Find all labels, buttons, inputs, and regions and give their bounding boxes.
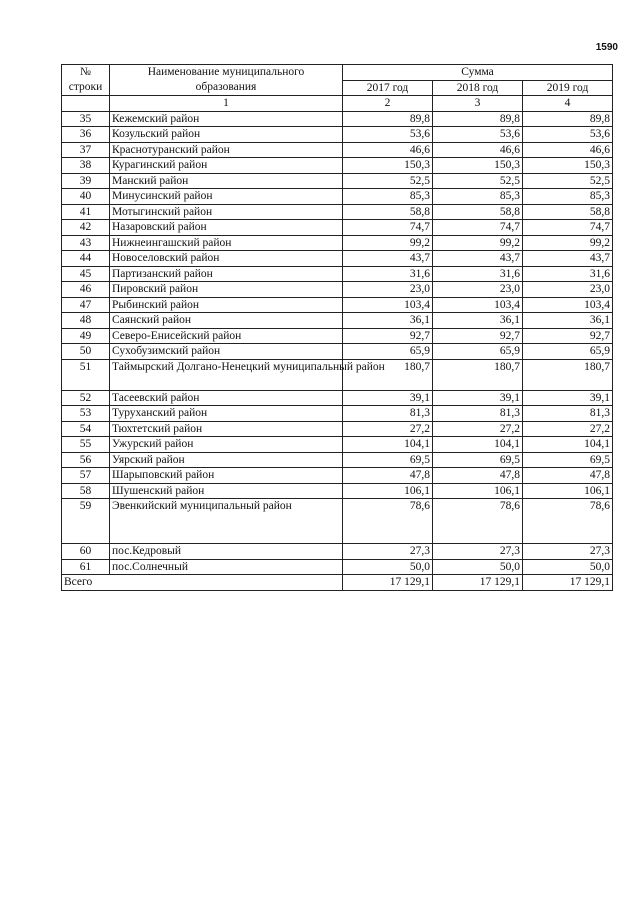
row-number: 47 (62, 297, 110, 313)
table-row (62, 406, 613, 422)
sum-2019: 99,2 (523, 235, 613, 251)
sum-2019: 78,6 (523, 499, 613, 544)
sum-2017: 46,6 (343, 142, 433, 158)
municipality-name: Туруханский район (110, 406, 343, 422)
municipality-name: Рыбинский район (110, 297, 343, 313)
page-number: 1590 (595, 42, 618, 53)
row-number: 45 (62, 266, 110, 282)
row-number-header-line1: № (80, 66, 91, 78)
sum-2018: 78,6 (433, 499, 523, 544)
row-number: 38 (62, 158, 110, 174)
sum-2018: 103,4 (433, 297, 523, 313)
sum-2018: 52,5 (433, 173, 523, 189)
sum-2018: 58,8 (433, 204, 523, 220)
sum-2019: 36,1 (523, 313, 613, 329)
table-row (62, 297, 613, 313)
column-number-3: 3 (433, 96, 523, 112)
table-row (62, 204, 613, 220)
sum-2017: 180,7 (343, 359, 433, 390)
table-row (62, 452, 613, 468)
sum-2019: 31,6 (523, 266, 613, 282)
sum-2018: 23,0 (433, 282, 523, 298)
sum-2019: 50,0 (523, 559, 613, 575)
table-row (62, 359, 613, 390)
sum-2018: 46,6 (433, 142, 523, 158)
total-2017: 17 129,1 (343, 575, 433, 591)
year-header-2018: 2018 год (433, 80, 523, 96)
row-number: 43 (62, 235, 110, 251)
table-row (62, 158, 613, 174)
row-number: 46 (62, 282, 110, 298)
row-number: 41 (62, 204, 110, 220)
column-number-2: 2 (343, 96, 433, 112)
municipality-name: Курагинский район (110, 158, 343, 174)
sum-2018: 74,7 (433, 220, 523, 236)
sum-2018: 36,1 (433, 313, 523, 329)
sum-2019: 103,4 (523, 297, 613, 313)
sum-2017: 106,1 (343, 483, 433, 499)
sum-2017: 89,8 (343, 111, 433, 127)
row-number: 57 (62, 468, 110, 484)
table-row (62, 390, 613, 406)
sum-2019: 69,5 (523, 452, 613, 468)
municipality-name: Саянский район (110, 313, 343, 329)
total-row (62, 575, 613, 591)
municipality-name: Кежемский район (110, 111, 343, 127)
name-header-line2: образования (195, 80, 257, 93)
sum-2019: 39,1 (523, 390, 613, 406)
municipality-name: Тасеевский район (110, 390, 343, 406)
sum-2018: 39,1 (433, 390, 523, 406)
sum-2018: 85,3 (433, 189, 523, 205)
total-label: Всего (62, 575, 343, 591)
name-header (110, 65, 343, 96)
table-row (62, 344, 613, 360)
sum-2018: 43,7 (433, 251, 523, 267)
row-number: 44 (62, 251, 110, 267)
total-2019: 17 129,1 (523, 575, 613, 591)
sum-2019: 58,8 (523, 204, 613, 220)
table-row (62, 266, 613, 282)
row-number: 52 (62, 390, 110, 406)
row-number: 40 (62, 189, 110, 205)
sum-2019: 65,9 (523, 344, 613, 360)
row-number: 42 (62, 220, 110, 236)
municipality-name: Ужурский район (110, 437, 343, 453)
sum-2019: 150,3 (523, 158, 613, 174)
municipality-name: Таймырский Долгано-Ненецкий муниципальный район (110, 359, 343, 390)
table-row (62, 499, 613, 544)
municipality-name: Мотыгинский район (110, 204, 343, 220)
sum-2019: 81,3 (523, 406, 613, 422)
municipality-name: Нижнеингашский район (110, 235, 343, 251)
municipality-name: Манский район (110, 173, 343, 189)
name-header-line1: Наименование муниципального (147, 66, 305, 78)
sum-2017: 103,4 (343, 297, 433, 313)
sum-2018: 150,3 (433, 158, 523, 174)
year-header-2019: 2019 год (523, 80, 613, 96)
sum-2019: 23,0 (523, 282, 613, 298)
sum-2017: 27,3 (343, 544, 433, 560)
municipality-name: Шушенский район (110, 483, 343, 499)
row-number: 49 (62, 328, 110, 344)
table-row (62, 313, 613, 329)
row-number: 55 (62, 437, 110, 453)
table-row (62, 173, 613, 189)
sum-2018: 47,8 (433, 468, 523, 484)
sum-2017: 52,5 (343, 173, 433, 189)
sum-2018: 69,5 (433, 452, 523, 468)
sum-2018: 53,6 (433, 127, 523, 143)
row-number: 37 (62, 142, 110, 158)
table-row (62, 544, 613, 560)
sum-2019: 46,6 (523, 142, 613, 158)
sum-2017: 43,7 (343, 251, 433, 267)
table-row (62, 235, 613, 251)
row-number: 61 (62, 559, 110, 575)
table-row (62, 142, 613, 158)
row-number-header (62, 65, 110, 96)
municipality-name: Северо-Енисейский район (110, 328, 343, 344)
sum-2019: 89,8 (523, 111, 613, 127)
sum-2018: 104,1 (433, 437, 523, 453)
sum-2019: 27,2 (523, 421, 613, 437)
sum-2019: 180,7 (523, 359, 613, 390)
municipality-name: Партизанский район (110, 266, 343, 282)
municipality-name: Минусинский район (110, 189, 343, 205)
row-number: 51 (62, 359, 110, 390)
municipality-name: Сухобузимский район (110, 344, 343, 360)
sum-2019: 74,7 (523, 220, 613, 236)
table-row (62, 189, 613, 205)
table-row (62, 251, 613, 267)
header-row-1 (62, 65, 613, 81)
year-header-2017: 2017 год (343, 80, 433, 96)
municipality-name: Шарыповский район (110, 468, 343, 484)
row-number: 36 (62, 127, 110, 143)
row-number: 50 (62, 344, 110, 360)
sum-2019: 27,3 (523, 544, 613, 560)
sum-2017: 150,3 (343, 158, 433, 174)
budget-table (61, 64, 613, 591)
sum-2018: 106,1 (433, 483, 523, 499)
row-number: 54 (62, 421, 110, 437)
municipality-name: пос.Солнечный (110, 559, 343, 575)
sum-2018: 50,0 (433, 559, 523, 575)
table-row (62, 282, 613, 298)
table-row (62, 483, 613, 499)
sum-2019: 53,6 (523, 127, 613, 143)
column-number-4: 4 (523, 96, 613, 112)
sum-2017: 65,9 (343, 344, 433, 360)
sum-2017: 31,6 (343, 266, 433, 282)
sum-2017: 85,3 (343, 189, 433, 205)
sum-2017: 47,8 (343, 468, 433, 484)
municipality-name: Эвенкийский муниципальный район (110, 499, 343, 544)
sum-2017: 92,7 (343, 328, 433, 344)
sum-header: Сумма (343, 65, 613, 81)
column-number-empty (62, 96, 110, 112)
sum-2018: 89,8 (433, 111, 523, 127)
sum-2017: 50,0 (343, 559, 433, 575)
municipality-name: Краснотуранский район (110, 142, 343, 158)
table-row (62, 111, 613, 127)
row-number: 53 (62, 406, 110, 422)
sum-2019: 52,5 (523, 173, 613, 189)
table-row (62, 127, 613, 143)
sum-2018: 81,3 (433, 406, 523, 422)
sum-2019: 104,1 (523, 437, 613, 453)
table-row (62, 468, 613, 484)
sum-2017: 23,0 (343, 282, 433, 298)
row-number: 48 (62, 313, 110, 329)
sum-2018: 92,7 (433, 328, 523, 344)
column-number-row (62, 96, 613, 112)
row-number: 39 (62, 173, 110, 189)
table-row (62, 437, 613, 453)
sum-2018: 99,2 (433, 235, 523, 251)
table-row (62, 220, 613, 236)
sum-2017: 78,6 (343, 499, 433, 544)
table-row (62, 328, 613, 344)
sum-2017: 69,5 (343, 452, 433, 468)
sum-2018: 27,3 (433, 544, 523, 560)
sum-2017: 99,2 (343, 235, 433, 251)
sum-2017: 58,8 (343, 204, 433, 220)
sum-2019: 47,8 (523, 468, 613, 484)
sum-2017: 74,7 (343, 220, 433, 236)
row-number: 35 (62, 111, 110, 127)
sum-2019: 43,7 (523, 251, 613, 267)
sum-2017: 53,6 (343, 127, 433, 143)
row-number: 60 (62, 544, 110, 560)
sum-2019: 92,7 (523, 328, 613, 344)
sum-2019: 106,1 (523, 483, 613, 499)
sum-2017: 81,3 (343, 406, 433, 422)
sum-2017: 27,2 (343, 421, 433, 437)
sum-2017: 104,1 (343, 437, 433, 453)
sum-2018: 27,2 (433, 421, 523, 437)
municipality-name: пос.Кедровый (110, 544, 343, 560)
table-row (62, 559, 613, 575)
sum-2018: 65,9 (433, 344, 523, 360)
municipality-name: Тюхтетский район (110, 421, 343, 437)
sum-2019: 85,3 (523, 189, 613, 205)
sum-2018: 31,6 (433, 266, 523, 282)
municipality-name: Козульский район (110, 127, 343, 143)
municipality-name: Пировский район (110, 282, 343, 298)
row-number: 56 (62, 452, 110, 468)
sum-2017: 39,1 (343, 390, 433, 406)
total-2018: 17 129,1 (433, 575, 523, 591)
row-number: 58 (62, 483, 110, 499)
row-number: 59 (62, 499, 110, 544)
sum-2017: 36,1 (343, 313, 433, 329)
municipality-name: Новоселовский район (110, 251, 343, 267)
municipality-name: Уярский район (110, 452, 343, 468)
table-row (62, 421, 613, 437)
row-number-header-line2: строки (68, 80, 103, 93)
sum-2018: 180,7 (433, 359, 523, 390)
column-number-1: 1 (110, 96, 343, 112)
municipality-name: Назаровский район (110, 220, 343, 236)
